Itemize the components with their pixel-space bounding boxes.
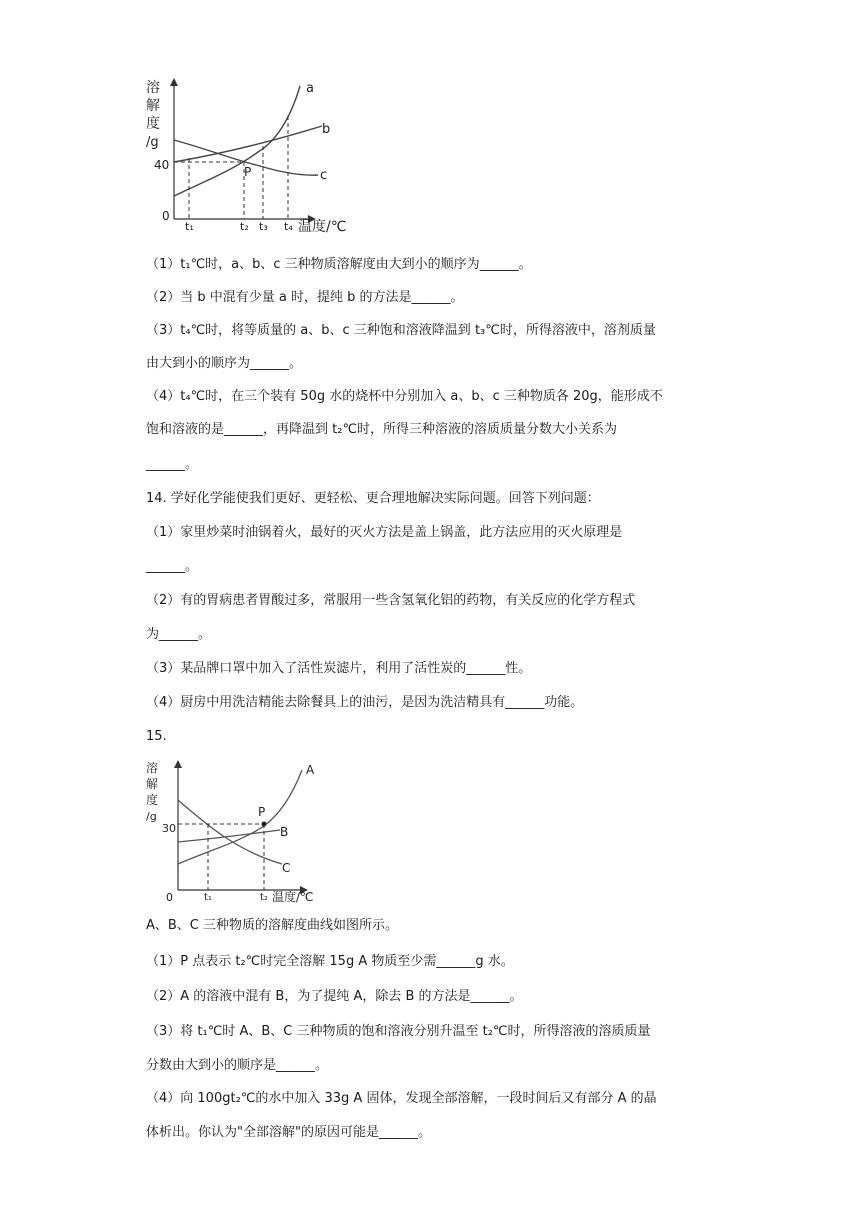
x-tick-t4: t₄	[284, 220, 293, 233]
x-tick-t2: t₂	[240, 220, 249, 233]
q14-title: 14. 学好化学能使我们更好、更轻松、更合理地解决实际问题。回答下列问题：	[146, 491, 600, 506]
curve-label-c: C	[282, 861, 291, 875]
y-tick-30: 30	[162, 822, 176, 835]
y-axis-label-4: /g	[146, 135, 159, 150]
origin-label: 0	[166, 891, 173, 904]
q13-line-4b: 饱和溶液的是______，再降温到 t₂℃时，所得三种溶液的溶质质量分数大小关系为	[146, 422, 618, 437]
curve-a	[178, 770, 302, 864]
y-axis-label-4: /g	[146, 810, 157, 823]
x-axis-label: 温度/℃	[298, 219, 347, 234]
solubility-chart-1	[140, 74, 360, 234]
q15-line-2: （2）A 的溶液中混有 B，为了提纯 A，除去 B 的方法是______。	[146, 989, 523, 1004]
x-tick-t3: t₃	[259, 220, 268, 233]
q13-line-4c: ______。	[146, 457, 199, 472]
q15-intro: A、B、C 三种物质的溶解度曲线如图所示。	[146, 918, 399, 933]
y-axis-label-3: 度	[146, 793, 159, 807]
q15-line-4b: 体析出。你认为"全部溶解"的原因可能是______。	[146, 1125, 431, 1140]
point-p	[262, 822, 267, 827]
q13-line-1: （1）t₁℃时，a、b、c 三种物质溶解度由大到小的顺序为______。	[146, 257, 532, 272]
y-axis-label-1: 溶	[146, 80, 160, 96]
point-label-p: P	[244, 165, 252, 179]
curve-label-a: A	[306, 763, 315, 777]
x-axis-label: 温度/℃	[272, 890, 314, 904]
origin-label: 0	[162, 209, 170, 223]
y-axis-label-2: 解	[146, 98, 160, 114]
q14-line-4: （4）厨房中用洗洁精能去除餐具上的油污，是因为洗洁精具有______功能。	[146, 695, 584, 710]
y-axis-arrow	[174, 760, 182, 768]
q15-line-3a: （3）将 t₁℃时 A、B、C 三种物质的饱和溶液分别升温至 t₂℃时，所得溶液的溶质质量	[146, 1024, 651, 1039]
q14-line-3: （3）某品牌口罩中加入了活性炭滤片，利用了活性炭的______性。	[146, 661, 532, 676]
q14-line-2b: 为______。	[146, 627, 212, 642]
q15-line-4a: （4）向 100gt₂℃的水中加入 33g A 固体，发现全部溶解，一段时间后又有部分 A 的晶	[146, 1091, 657, 1106]
y-axis-label-1: 溶	[146, 761, 159, 775]
y-axis-arrow	[170, 78, 178, 86]
curve-b	[174, 126, 322, 162]
q13-line-2: （2）当 b 中混有少量 a 时，提纯 b 的方法是______。	[146, 290, 464, 305]
q14-line-1b: ______。	[146, 559, 199, 574]
x-tick-t1: t₁	[204, 892, 212, 903]
q15-line-1: （1）P 点表示 t₂℃时完全溶解 15g A 物质至少需______g 水。	[146, 954, 514, 969]
y-axis-label-2: 解	[146, 777, 159, 791]
x-tick-t2: t₂	[260, 892, 268, 903]
q13-line-3b: 由大到小的顺序为______。	[146, 356, 303, 371]
q14-line-1a: （1）家里炒菜时油锅着火，最好的灭火方法是盖上锅盖，此方法应用的灭火原理是	[146, 525, 623, 540]
q14-line-2a: （2）有的胃病患者胃酸过多，常服用一些含氢氧化铝的药物，有关反应的化学方程式	[146, 593, 636, 608]
curve-label-b: b	[322, 122, 331, 137]
y-tick-40: 40	[154, 158, 170, 172]
point-label-p: P	[258, 805, 266, 819]
curve-label-a: a	[306, 81, 314, 96]
q15-number: 15.	[146, 729, 167, 744]
solubility-chart-2	[140, 756, 340, 906]
curve-label-c: c	[320, 168, 328, 183]
curve-label-b: B	[280, 825, 289, 839]
q15-line-3b: 分数由大到小的顺序是______。	[146, 1058, 329, 1073]
x-tick-t1: t₁	[185, 220, 194, 233]
y-axis-label-3: 度	[146, 116, 160, 132]
q13-line-4a: （4）t₄℃时，在三个装有 50g 水的烧杯中分别加入 a、b、c 三种物质各 20g，能形成不	[146, 389, 663, 404]
q13-line-3a: （3）t₄℃时，将等质量的 a、b、c 三种饱和溶液降温到 t₃℃时，所得溶液中，溶剂质量	[146, 323, 656, 338]
curve-a	[174, 86, 300, 196]
